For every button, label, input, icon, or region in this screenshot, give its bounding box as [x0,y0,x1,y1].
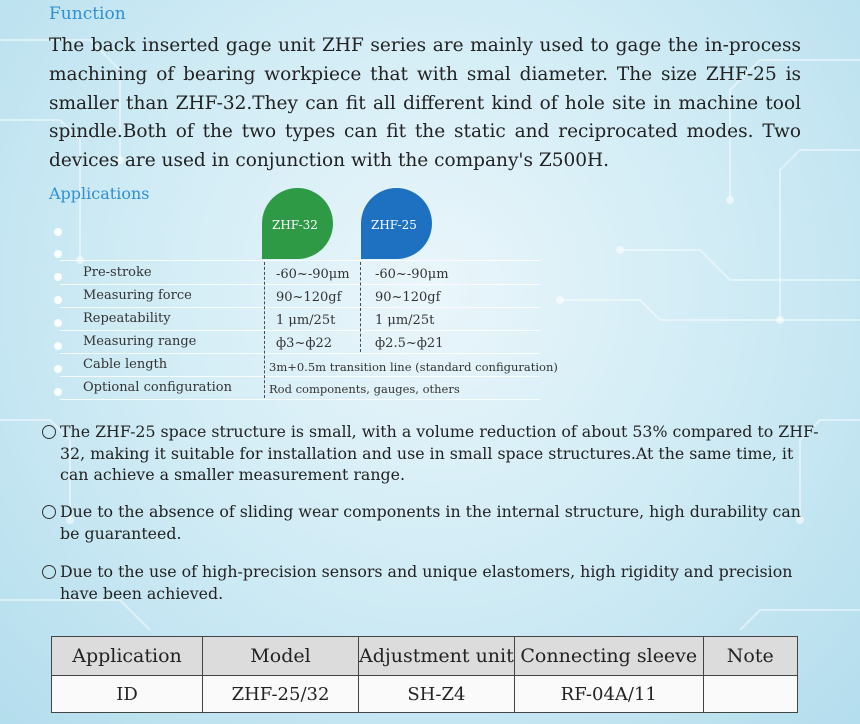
column-separator [360,262,361,352]
spec-value-shared: 3m+0.5m transition line (standard configuration) [269,360,558,374]
model-tab-zhf32 [262,188,333,259]
function-heading: Function [49,4,126,24]
divider [60,284,540,285]
table-cell [703,676,797,713]
circle-bullet-icon [42,425,56,439]
spec-label-cable-length: Cable length [83,357,168,372]
spec-label-optional-configuration: Optional configuration [83,380,232,395]
ordering-table [51,636,798,713]
feature-bullet [42,421,822,486]
table-header-row [52,637,798,676]
divider [60,330,540,331]
table-cell: RF-04A/11 [514,676,703,713]
spec-value-zhf25: ф2.5~ф21 [375,336,444,351]
table-cell: ZHF-25/32 [203,676,359,713]
function-description: The back inserted gage unit ZHF series are mainly used to gage the in-process machining of bearing workpiece that with smal diameter. The size ZHF-25 is smaller than ZHF-32.They can fit all different kind of hole site in machine tool spindle.Both of the two types can fit the static and reciprocated modes. Two devices are used in conjunction with the company's Z500H. [49,35,801,172]
table-header-cell: Adjustment unit [359,637,515,676]
spec-label-pre-stroke: Pre-stroke [83,265,152,280]
feature-text: The ZHF-25 space structure is small, with a volume reduction of about 53% compared to ZHF-32, making it suitable for installation and use in small space structures.At the same time, it can achieve a smaller measurement range. [60,422,819,484]
column-separator [264,262,265,398]
divider [60,399,540,400]
model-tab-label: ZHF-25 [371,218,417,232]
bullet-dot [54,273,62,281]
bullet-dot [54,388,62,396]
circle-bullet-icon [42,565,56,579]
bullet-dot [54,365,62,373]
spec-value-zhf32: -60~-90μm [276,267,350,282]
spec-value-zhf25: 1 μm/25t [375,313,435,328]
feature-text: Due to the use of high-precision sensors and unique elastomers, high rigidity and precision have been achieved. [60,562,793,603]
divider [60,307,540,308]
feature-text: Due to the absence of sliding wear components in the internal structure, high durability can be guaranteed. [60,502,801,543]
bullet-dot [54,250,62,258]
feature-bullet [42,561,822,604]
spec-label-measuring-force: Measuring force [83,288,192,303]
spec-value-zhf25: 90~120gf [375,290,441,305]
spec-value-zhf25: -60~-90μm [375,267,449,282]
bullet-dot [54,296,62,304]
table-header-cell: Model [203,637,359,676]
table-cell: SH-Z4 [359,676,515,713]
divider [60,376,540,377]
spec-value-zhf32: ф3~ф22 [276,336,333,351]
spec-value-zhf32: 1 μm/25t [276,313,336,328]
bullet-dot [54,228,62,236]
feature-bullet [42,501,822,544]
divider [60,353,540,354]
spec-label-repeatability: Repeatability [83,311,171,326]
bullet-dot [54,342,62,350]
applications-heading: Applications [49,184,150,203]
model-tab-label: ZHF-32 [272,218,318,232]
table-header-cell: Note [703,637,797,676]
table-row [52,676,798,713]
table-header-cell: Application [52,637,203,676]
divider [60,260,540,261]
table-header-cell: Connecting sleeve [514,637,703,676]
table-cell: ID [52,676,203,713]
circle-bullet-icon [42,505,56,519]
bullet-dot [54,319,62,327]
spec-label-measuring-range: Measuring range [83,334,197,349]
spec-value-shared: Rod components, gauges, others [269,382,460,396]
model-tab-zhf25 [361,188,432,259]
spec-value-zhf32: 90~120gf [276,290,342,305]
